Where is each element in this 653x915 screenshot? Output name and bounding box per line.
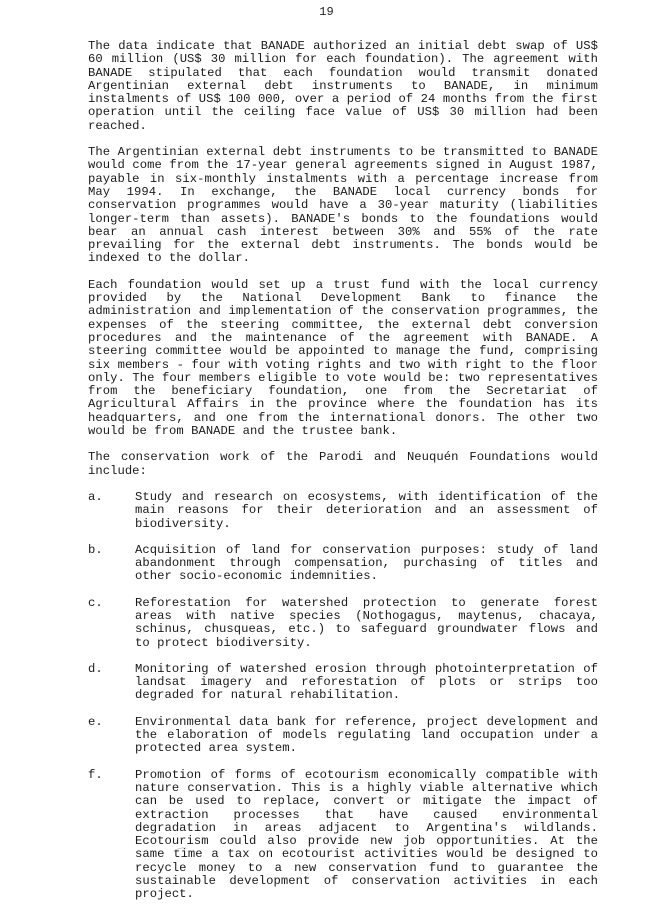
list-item [88, 544, 598, 584]
list-item-text: Monitoring of watershed erosion through photointerpretation of landsat imagery and reforestation of plots or strips too degraded for natural rehabilitation. [135, 661, 598, 703]
paragraph-debt-instruments: The Argentinian external debt instruments to be transmitted to BANADE would come from the 17-year general agreements signed in August 1987, payable in six-monthly instalments with a percentage increase from May 1994. In exchange, the BANADE local currency bonds for conservation programmes would have a 30-year maturity (liabilities longer-term than assets). BANADE's bonds to the foundations would bear an annual cash interest between 30% and 55% of the rate prevailing for the external debt instruments. The bonds would be indexed to the dollar. [88, 145, 598, 266]
conservation-work-list [88, 491, 598, 902]
list-item-text: Reforestation for watershed protection to generate forest areas with native species (Nothogagus, maytenus, chacaya, schinus, chusqueas, etc.) to safeguard groundwater flows and to protect biodiversity. [135, 595, 598, 650]
list-item-label: c. [88, 595, 103, 610]
list-item [88, 597, 598, 650]
paragraph-debt-swap: The data indicate that BANADE authorized an initial debt swap of US$ 60 million (US$ 30 million for each foundation). The agreement with BANADE stipulated that each foundation would transmit donated Argentinian external debt instruments to BANADE, in minimum instalments of US$ 100 000, over a period of 24 months from the first operation until the ceiling face value of US$ 30 million had been reached. [88, 39, 598, 133]
list-item-label: d. [88, 661, 103, 676]
document-body [88, 40, 598, 915]
list-item-label: e. [88, 714, 103, 729]
list-item-label: b. [88, 542, 103, 557]
page-number: 19 [319, 5, 334, 19]
paragraph-conservation-intro: The conservation work of the Parodi and Neuquén Foundations would include: [88, 450, 598, 478]
list-item [88, 491, 598, 531]
list-item-text: Promotion of forms of ecotourism economically compatible with nature conservation. This is a highly viable alternative which can be used to replace, convert or mitigate the impact of extraction processes that have caused environmental degradation in areas adjacent to Argentina's wildlands. Ecotourism could also provide new job opportunities. At the same time a tax on ecotourist activities would be designed to recycle money to a new conservation fund to guarantee the sustainable development of conservation activities in each project. [135, 767, 598, 902]
list-item-text: Study and research on ecosystems, with identification of the main reasons for their deterioration and an assessment of biodiversity. [135, 489, 598, 531]
list-item-label: a. [88, 489, 103, 504]
paragraph-trust-fund: Each foundation would set up a trust fund with the local currency provided by the National Development Bank to finance the administration and implementation of the conservation programmes, the expenses of the steering committee, the external debt conversion procedures and the maintenance of the agreement with BANADE. A steering committee would be appointed to manage the fund, comprising six members - four with voting rights and two with right to the floor only. The four members eligible to vote would be: two representatives from the beneficiary foundation, one from the Secretariat of Agricultural Affairs in the province where the foundation has its headquarters, and one from the international donors. The other two would be from BANADE and the trustee bank. [88, 277, 598, 439]
list-item [88, 716, 598, 756]
list-item [88, 769, 598, 902]
list-item-text: Acquisition of land for conservation purposes: study of land abandonment through compensation, purchasing of titles and other socio-economic indemnities. [135, 542, 598, 584]
list-item-text: Environmental data bank for reference, project development and the elaboration of models regulating land occupation under a protected area system. [135, 714, 598, 756]
list-item-label: f. [88, 767, 103, 782]
list-item [88, 663, 598, 703]
